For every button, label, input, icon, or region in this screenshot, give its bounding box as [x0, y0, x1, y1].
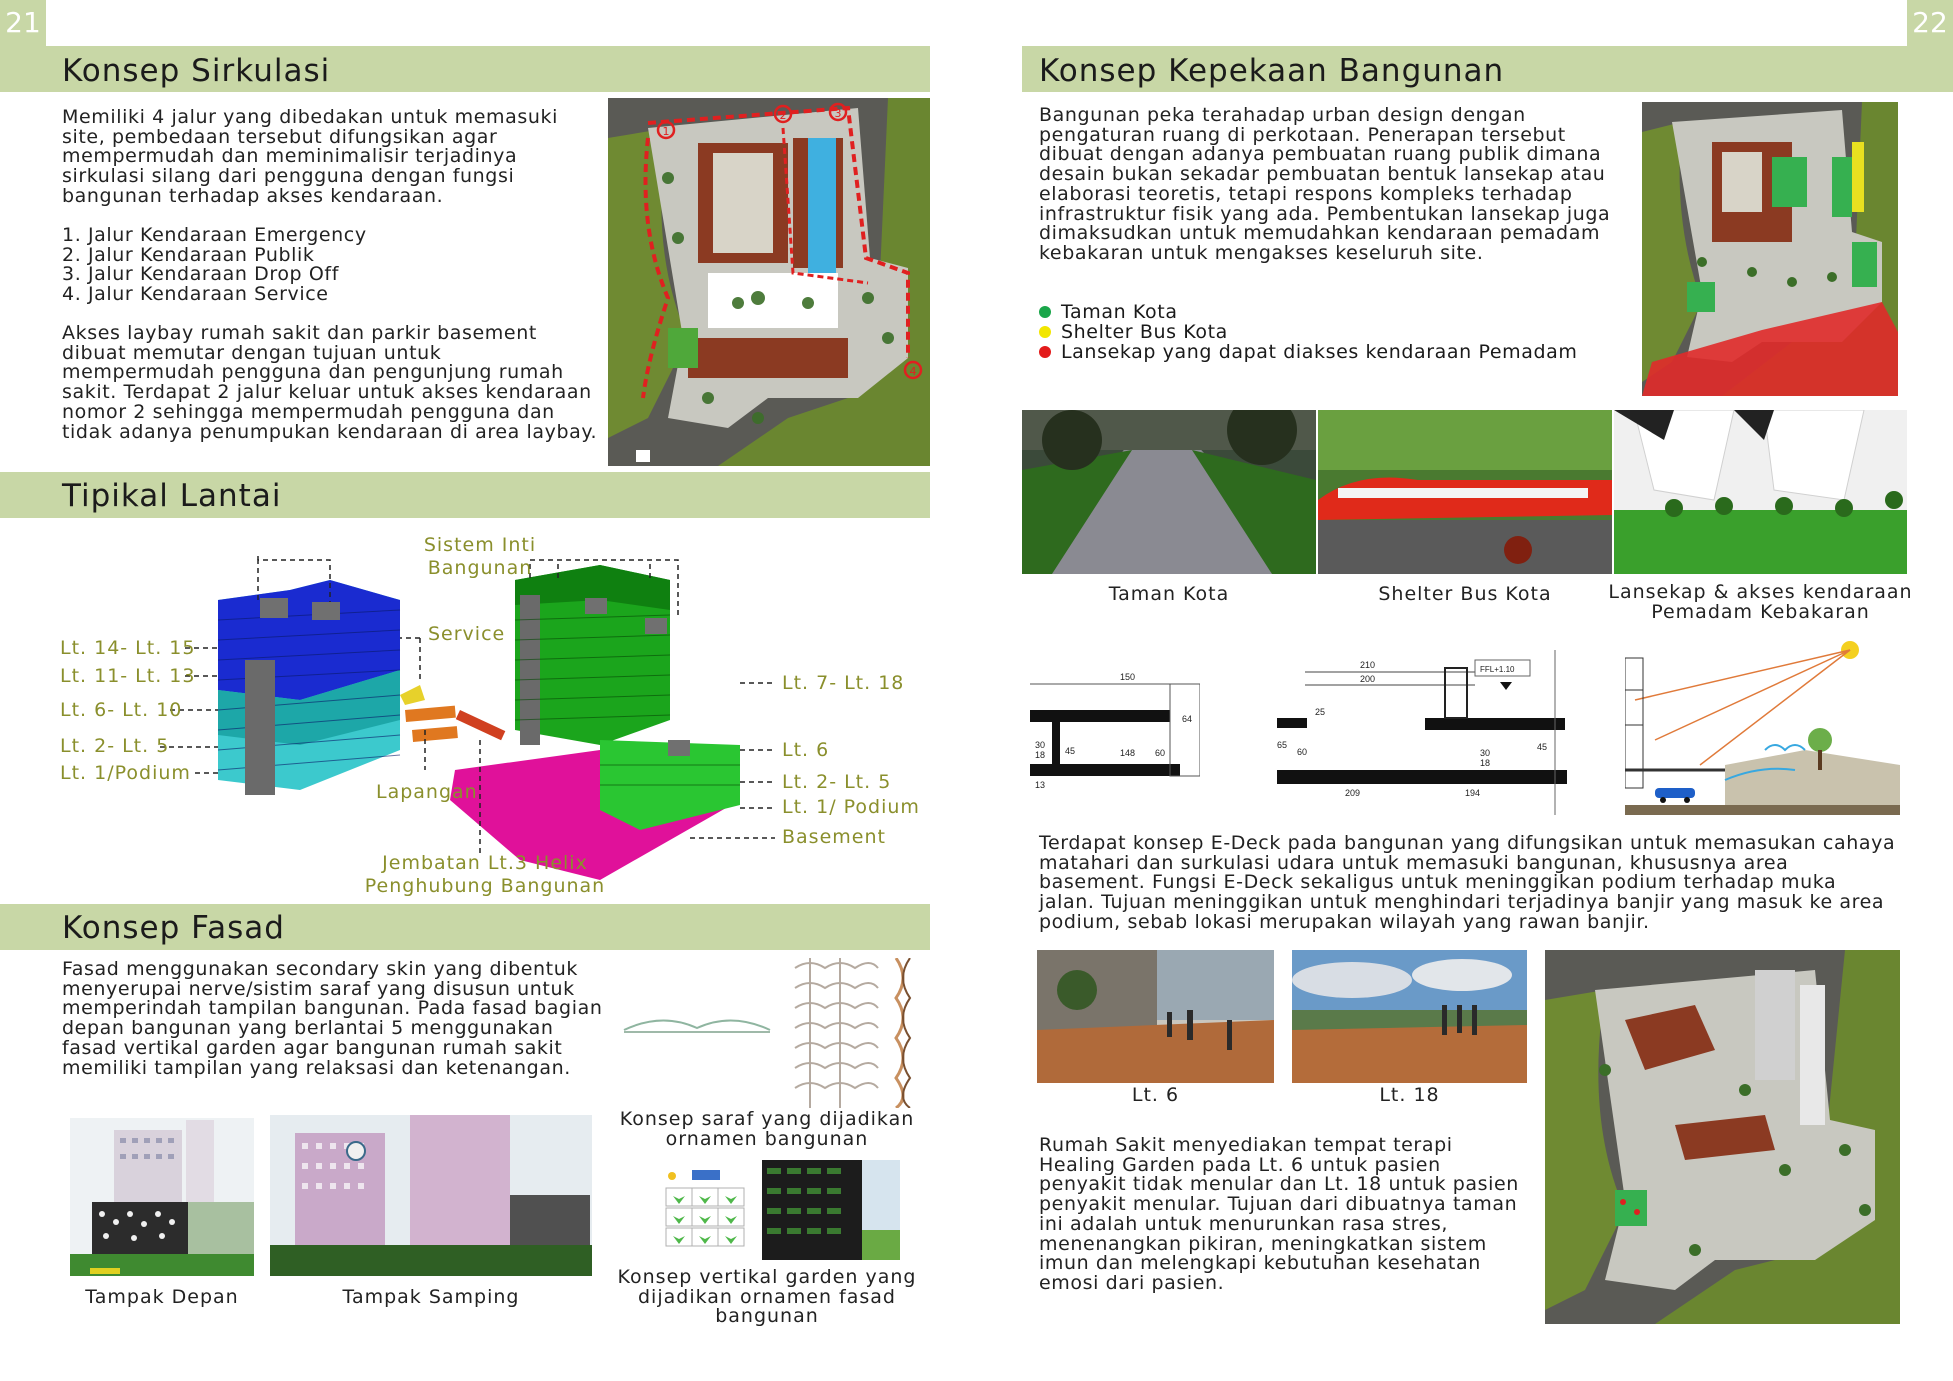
photo-healing-lt18 [1292, 950, 1527, 1083]
dim-b-210: 210 [1360, 660, 1376, 670]
circulation-route-list [62, 226, 602, 305]
route-marker-3: 3 [834, 107, 842, 120]
nerve-section-image [622, 1010, 772, 1040]
page-number-left: 21 [0, 0, 46, 46]
dim-b-ffl: FFL+1.10 [1480, 665, 1515, 674]
dim-b-18: 18 [1480, 758, 1491, 768]
caption-side-elevation: Tampak Samping [342, 1286, 520, 1308]
red-dot-icon [1039, 346, 1051, 358]
page-number-right: 22 [1907, 0, 1953, 46]
nerve-pattern-image [790, 958, 880, 1108]
yellow-dot-icon [1039, 326, 1051, 338]
label-service: Service [428, 623, 506, 645]
circulation-site-plan [608, 98, 930, 466]
dim-b-209: 209 [1345, 788, 1361, 798]
sensitivity-paragraph: Bangunan peka terahadap urban design dengan pengaturan ruang di perkotaan. Penerapan tersebut dibuat dengan adanya pembuatan ruang publik dimana desain bukan sekadar pembuatan bentuk lansekap atau elaborasi teoretis, tetapi respons kompleks terhadap infrastruktur fisik yang ada. Pembentukan lansekap juga dimaksudkan untuk memudahkan kendaraan pemadam kebakaran untuk mengakses keseluruh site. [1039, 104, 1611, 264]
route-marker-2: 2 [779, 109, 787, 122]
dim-b-30: 30 [1480, 748, 1491, 758]
dim-a-60: 60 [1155, 748, 1166, 758]
route-item-4: 4. Jalur Kendaraan Service [62, 283, 329, 306]
label-lt2-5-right: Lt. 2- Lt. 5 [782, 771, 892, 793]
healing-site-plan [1545, 950, 1900, 1324]
dim-a-30: 30 [1035, 740, 1046, 750]
dim-b-60: 60 [1297, 747, 1308, 757]
route-marker-4: 4 [909, 365, 917, 378]
dim-a-13: 13 [1035, 780, 1046, 790]
dim-b-200: 200 [1360, 674, 1376, 684]
label-bridge: Jembatan Lt.3 Helix Penghubung Bangunan [364, 852, 606, 897]
facade-title: Konsep Fasad [62, 910, 285, 946]
dim-a-45: 45 [1065, 746, 1076, 756]
caption-front-elevation: Tampak Depan [85, 1286, 239, 1308]
sensitivity-legend [1039, 302, 1577, 362]
caption-vertical-garden: Konsep vertikal garden yang dijadikan ornamen fasad bangunan [617, 1266, 917, 1327]
route-marker-1: 1 [662, 125, 670, 138]
label-lt1-podium-right: Lt. 1/ Podium [782, 796, 920, 818]
edeck-section-a [1030, 672, 1200, 797]
dim-a-64: 64 [1182, 714, 1193, 724]
typical-floor-title: Tipikal Lantai [62, 478, 282, 514]
facade-paragraph: Fasad menggunakan secondary skin yang dibentuk menyerupai nerve/sistim saraf yang disusun untuk memperindah tampilan bangunan. Pada fasad bagian depan bangunan yang berlantai 5 menggunakan fasad vertikal garden agar bangunan rumah sakit memiliki tampilan yang relaksasi dan ketenangan. [62, 958, 603, 1079]
caption-nerve-concept: Konsep saraf yang dijadikan ornamen bangunan [619, 1108, 915, 1150]
label-lt6: Lt. 6 [782, 739, 830, 761]
dim-b-194: 194 [1465, 788, 1481, 798]
label-lt1-podium-left: Lt. 1/Podium [60, 762, 191, 784]
sensitivity-site-plan [1642, 102, 1898, 396]
caption-lt6: Lt. 6 [1131, 1084, 1180, 1106]
route-item-3: 3. Jalur Kendaraan Drop Off [62, 263, 339, 286]
legend-item-shelter: Shelter Bus Kota [1039, 322, 1577, 342]
side-elevation-render [270, 1115, 592, 1276]
healing-paragraph: Rumah Sakit menyediakan tempat terapi Healing Garden pada Lt. 6 untuk pasien penyakit tidak menular dan Lt. 18 untuk pasien penyakit menular. Tujuan dari dibuatnya taman ini adalah untuk menurunkan rasa stres, menenangkan pikiran, meningkatkan sistem imun dan melengkapi kebutuhan kesehatan emosi dari pasien. [1039, 1134, 1519, 1294]
label-lt6-10: Lt. 6- Lt. 10 [60, 699, 183, 721]
vertical-garden-render [762, 1160, 900, 1260]
vertical-garden-icon [662, 1168, 752, 1250]
green-dot-icon [1039, 306, 1051, 318]
caption-shelter-bus: Shelter Bus Kota [1378, 583, 1552, 605]
edeck-sunlight-diagram [1625, 640, 1900, 815]
route-item-2: 2. Jalur Kendaraan Publik [62, 243, 315, 266]
edeck-section-b [1275, 650, 1570, 815]
label-lt14-15: Lt. 14- Lt. 15 [60, 637, 196, 659]
circulation-paragraph-2: Akses laybay rumah sakit dan parkir basement dibuat memutar dengan tujuan untuk mempermudah pengguna dan pengunjung rumah sakit. Terdapat 2 jalur keluar untuk akses kendaraan nomor 2 sehingga mempermudah pengguna dan tidak adanya penumpukan kendaraan di area laybay. [62, 322, 598, 443]
typical-floor-diagram [0, 520, 930, 900]
photo-healing-lt6 [1037, 950, 1274, 1083]
caption-taman-kota: Taman Kota [1108, 583, 1230, 605]
label-basement: Basement [782, 826, 886, 848]
legend-item-taman: Taman Kota [1039, 302, 1577, 322]
dim-a-150: 150 [1120, 672, 1136, 682]
photo-taman-kota [1022, 410, 1316, 574]
label-lt11-13: Lt. 11- Lt. 13 [60, 665, 196, 687]
dim-b-45: 45 [1537, 742, 1548, 752]
front-elevation-render [70, 1118, 254, 1276]
label-lt2-5-left: Lt. 2- Lt. 5 [60, 735, 170, 757]
label-lapangan: Lapangan [376, 781, 478, 803]
label-core-system: Sistem Inti Bangunan [423, 534, 537, 579]
photo-lansekap-pemadam [1614, 410, 1907, 574]
circulation-paragraph-1: Memiliki 4 jalur yang dibedakan untuk memasuki site, pembedaan tersebut difungsikan agar mempermudah dan meminimalisir terjadinya sirkulasi silang dari pengguna dengan fungsi bangunan terhadap akses kendaraan. [62, 106, 558, 207]
photo-shelter-bus [1318, 410, 1612, 574]
label-lt7-18: Lt. 7- Lt. 18 [782, 672, 905, 694]
caption-lt18: Lt. 18 [1379, 1084, 1440, 1106]
legend-item-lansekap: Lansekap yang dapat diakses kendaraan Pemadam [1039, 342, 1577, 362]
dim-a-18: 18 [1035, 750, 1046, 760]
dim-b-65: 65 [1277, 740, 1288, 750]
sensitivity-title: Konsep Kepekaan Bangunan [1039, 53, 1505, 89]
route-item-1: 1. Jalur Kendaraan Emergency [62, 224, 367, 246]
edeck-paragraph: Terdapat konsep E-Deck pada bangunan yang difungsikan untuk memasukan cahaya matahari dan surkulasi udara untuk memasuki bangunan, khususnya area basement. Fungsi E-Deck sekaligus untuk meninggikan podium terhadap muka jalan. Tujuan meninggikan untuk menghindari terjadinya banjir yang masuk ke area podium, sebab lokasi merupakan wilayah yang rawan banjir. [1039, 832, 1896, 933]
dna-image [892, 958, 914, 1108]
caption-lansekap-pemadam: Lansekap & akses kendaraan Pemadam Kebakaran [1608, 581, 1913, 623]
circulation-title: Konsep Sirkulasi [62, 53, 331, 89]
dim-b-25: 25 [1315, 707, 1326, 717]
dim-a-148: 148 [1120, 748, 1136, 758]
